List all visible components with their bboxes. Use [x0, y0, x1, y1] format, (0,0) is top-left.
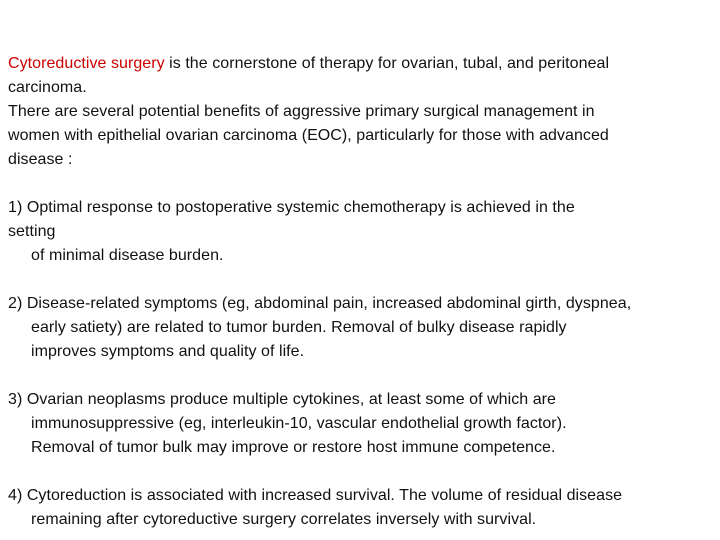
point-3-line-2: immunosuppressive (eg, interleukin-10, vascular endothelial growth factor). [31, 415, 567, 432]
spacer [8, 364, 714, 388]
point-2-line-1: 2) Disease-related symptoms (eg, abdominal pain, increased abdominal girth, dyspnea, [8, 295, 632, 312]
point-1-line-2: setting [8, 223, 56, 240]
benefit-point-4 [8, 484, 714, 532]
point-3-line-3: Removal of tumor bulk may improve or restore host immune competence. [31, 439, 556, 456]
benefit-point-3 [8, 388, 714, 460]
intro-lead-rest: is the cornerstone of therapy for ovarian, tubal, and peritoneal [164, 55, 610, 72]
spacer [8, 460, 714, 484]
benefit-point-1 [8, 196, 714, 268]
point-2-line-2: early satiety) are related to tumor burden. Removal of bulky disease rapidly [31, 319, 567, 336]
point-1-line-1: 1) Optimal response to postoperative systemic chemotherapy is achieved in the [8, 199, 575, 216]
point-2-line-3: improves symptoms and quality of life. [31, 343, 305, 360]
intro-line-1 [8, 52, 714, 76]
intro-paragraph [8, 52, 714, 172]
intro-line-3: There are several potential benefits of aggressive primary surgical management in [8, 103, 595, 120]
spacer [8, 268, 714, 292]
intro-line-4: women with epithelial ovarian carcinoma (EOC), particularly for those with advanced [8, 127, 609, 144]
spacer [8, 172, 714, 196]
intro-line-2: carcinoma. [8, 79, 87, 96]
intro-line-5: disease : [8, 151, 73, 168]
benefit-point-2 [8, 292, 714, 364]
point-4-line-1: 4) Cytoreduction is associated with increased survival. The volume of residual disease [8, 487, 623, 504]
point-4-line-2: remaining after cytoreductive surgery correlates inversely with survival. [31, 511, 537, 528]
point-3-line-1: 3) Ovarian neoplasms produce multiple cytokines, at least some of which are [8, 391, 557, 408]
text-block [8, 52, 714, 532]
point-1-line-3: of minimal disease burden. [31, 247, 224, 264]
highlight-term: Cytoreductive surgery [8, 55, 165, 72]
